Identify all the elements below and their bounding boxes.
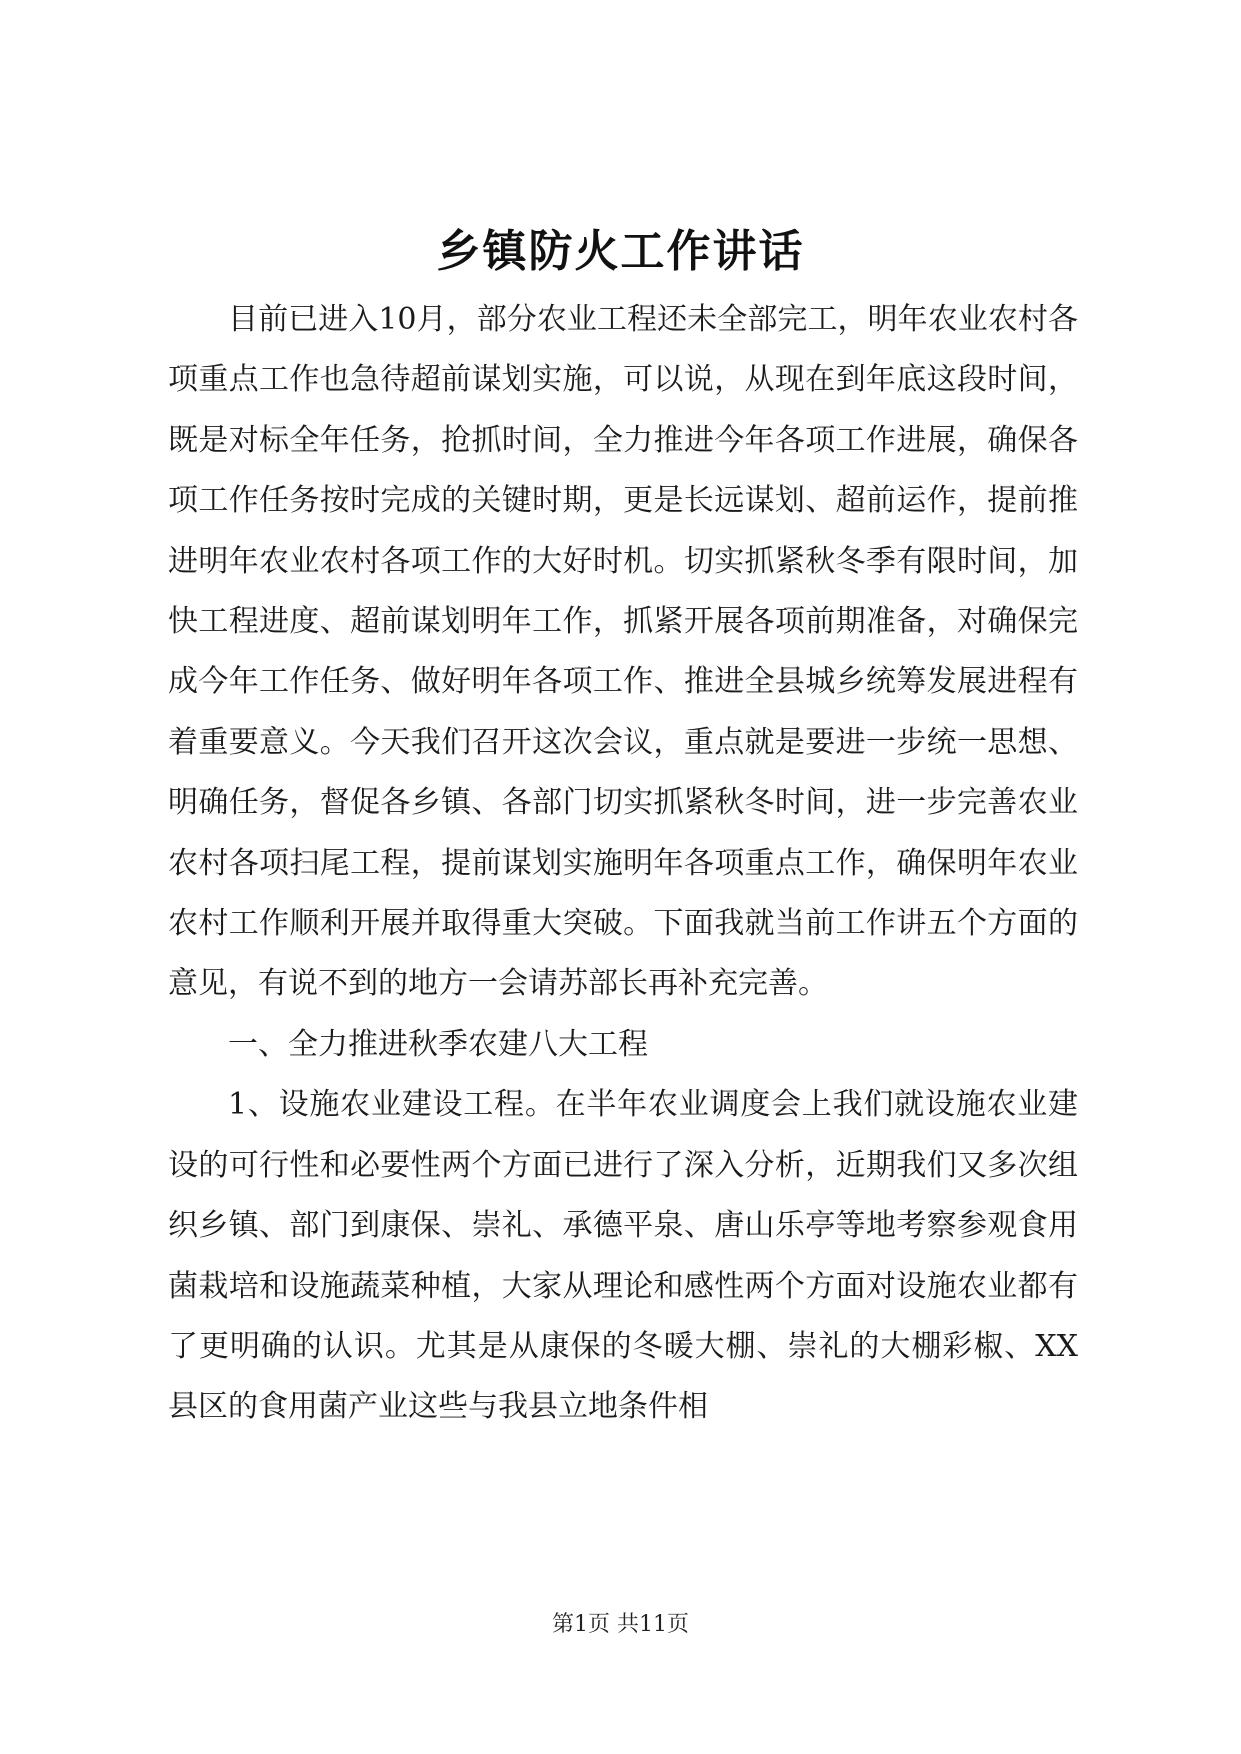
page-number-footer: 第1页 共11页	[552, 1612, 689, 1637]
paragraph-item-1: 1、设施农业建设工程。在半年农业调度会上我们就设施农业建设的可行性和必要性两个方面已进行了深入分析，近期我们又多次组织乡镇、部门到康保、崇礼、承德平泉、唐山乐亭等地考察参观食用菌栽培和设施蔬菜种植，大家从理论和感性两个方面对设施农业都有了更明确的认识。尤其是从康保的冬暖大棚、崇礼的大棚彩椒、XX县区的食用菌产业这些与我县立地条件相	[168, 1087, 1078, 1425]
section-heading-1: 一、全力推进秋季农建八大工程	[228, 1026, 648, 1062]
paragraph-intro: 目前已进入10月，部分农业工程还未全部完工，明年农业农村各项重点工作也急待超前谋划实施，可以说，从现在到年底这段时间，既是对标全年任务，抢抓时间，全力推进今年各项工作进展，确保各项工作任务按时完成的关键时期，更是长远谋划、超前运作，提前推进明年农业农村各项工作的大好时机。切实抓紧秋冬季有限时间，加快工程进度、超前谋划明年工作，抓紧开展各项前期准备，对确保完成今年工作任务、做好明年各项工作、推进全县城乡统筹发展进程有着重要意义。今天我们召开这次会议，重点就是要进一步统一思想、明确任务，督促各乡镇、各部门切实抓紧秋冬时间，进一步完善农业农村各项扫尾工程，提前谋划实施明年各项重点工作，确保明年农业农村工作顺利开展并取得重大突破。下面我就当前工作讲五个方面的意见，有说不到的地方一会请苏部长再补充完善。	[168, 302, 1078, 1002]
document-body	[168, 290, 1078, 1438]
document-title: 乡镇防火工作讲话	[436, 226, 805, 277]
